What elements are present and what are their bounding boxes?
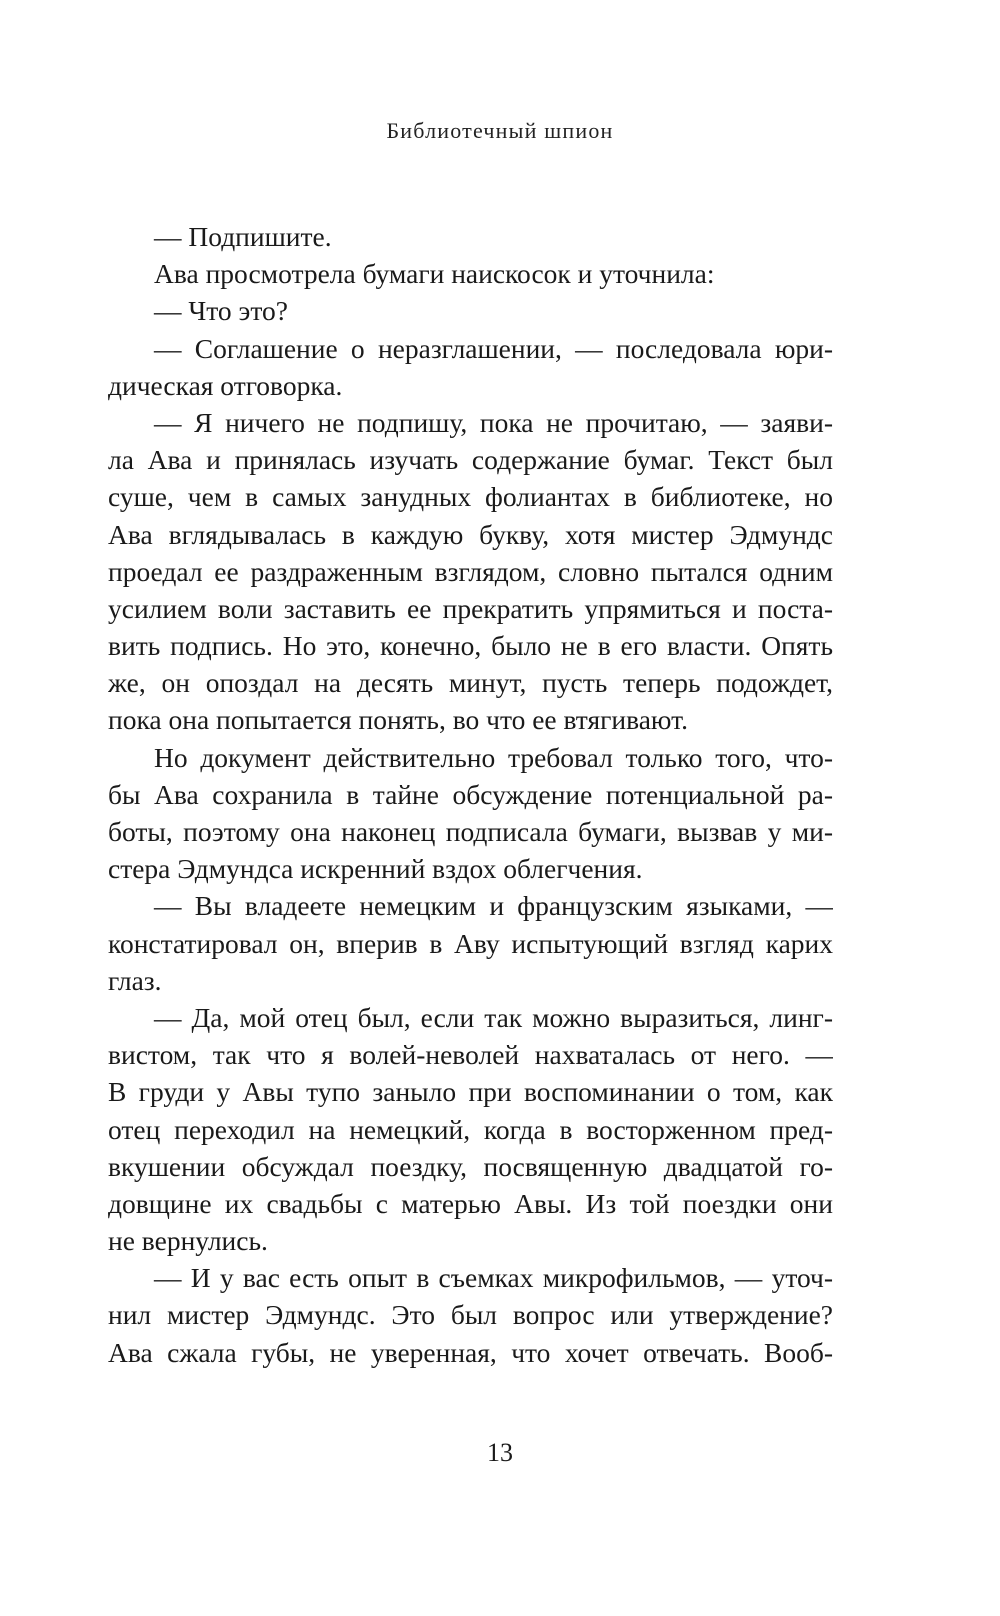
text-line: нил мистер Эдмундс. Это был вопрос или утверждение? — [108, 1299, 833, 1331]
text-line: вить подпись. Но это, конечно, было не в его власти. Опять — [108, 630, 833, 662]
text-line: вкушении обсуждал поездку, посвященную двадцатой го- — [108, 1150, 833, 1182]
text-line: вистом, так что я волей-неволей нахваталась от него. — — [108, 1039, 833, 1071]
text-line: Ава просмотрела бумаги наискосок и уточнила: — [154, 258, 715, 290]
text-line: глаз. — [108, 964, 162, 996]
text-line: — Я ничего не подпишу, пока не прочитаю, — заяви- — [154, 406, 833, 438]
page-number: 13 — [487, 1438, 513, 1467]
text-line: бы Ава сохранила в тайне обсуждение потенциальной ра- — [108, 778, 833, 810]
text-line: — Подпишите. — [154, 221, 332, 252]
text-line: проедал ее раздраженным взглядом, словно пытался одним — [108, 555, 833, 587]
text-line: же, он опоздал на десять минут, пусть теперь подождет, — [108, 667, 833, 699]
body-text — [108, 218, 833, 1371]
text-line: — Что это? — [154, 295, 288, 327]
running-header: Библиотечный шпион — [386, 118, 614, 143]
text-line: не вернулись. — [108, 1225, 268, 1257]
text-line: — И у вас есть опыт в съемках микрофильмов, — уточ- — [154, 1262, 833, 1294]
text-line: констатировал он, вперив в Аву испытующий взгляд карих — [108, 927, 833, 959]
text-line: усилием воли заставить ее прекратить упрямиться и поста- — [108, 592, 833, 624]
text-line: суше, чем в самых занудных фолиантах в библиотеке, но — [108, 481, 833, 513]
text-line: — Вы владеете немецким и французским языками, — — [154, 890, 833, 922]
text-line: стера Эдмундса искренний вздох облегчения. — [108, 853, 643, 885]
text-line: отец переходил на немецкий, когда в восторженном пред- — [108, 1113, 833, 1145]
text-line: В груди у Авы тупо заныло при воспоминании о том, как — [108, 1076, 833, 1108]
text-line: пока она попытается понять, во что ее втягивают. — [108, 704, 688, 736]
text-line: дическая отговорка. — [108, 369, 343, 401]
text-line: довщине их свадьбы с матерью Авы. Из той поездки они — [108, 1187, 833, 1219]
text-line: Ава вглядывалась в каждую букву, хотя мистер Эдмундс — [108, 518, 833, 550]
text-line: боты, поэтому она наконец подписала бумаги, вызвав у ми- — [108, 816, 833, 847]
text-line: ла Ава и принялась изучать содержание бумаг. Текст был — [108, 444, 833, 476]
text-line: — Да, мой отец был, если так можно выразиться, линг- — [154, 1001, 833, 1033]
text-line: Но документ действительно требовал только того, что- — [154, 741, 833, 773]
text-line: Ава сжала губы, не уверенная, что хочет отвечать. Вооб- — [108, 1336, 833, 1368]
text-line: — Соглашение о неразглашении, — последовала юри- — [154, 332, 833, 364]
